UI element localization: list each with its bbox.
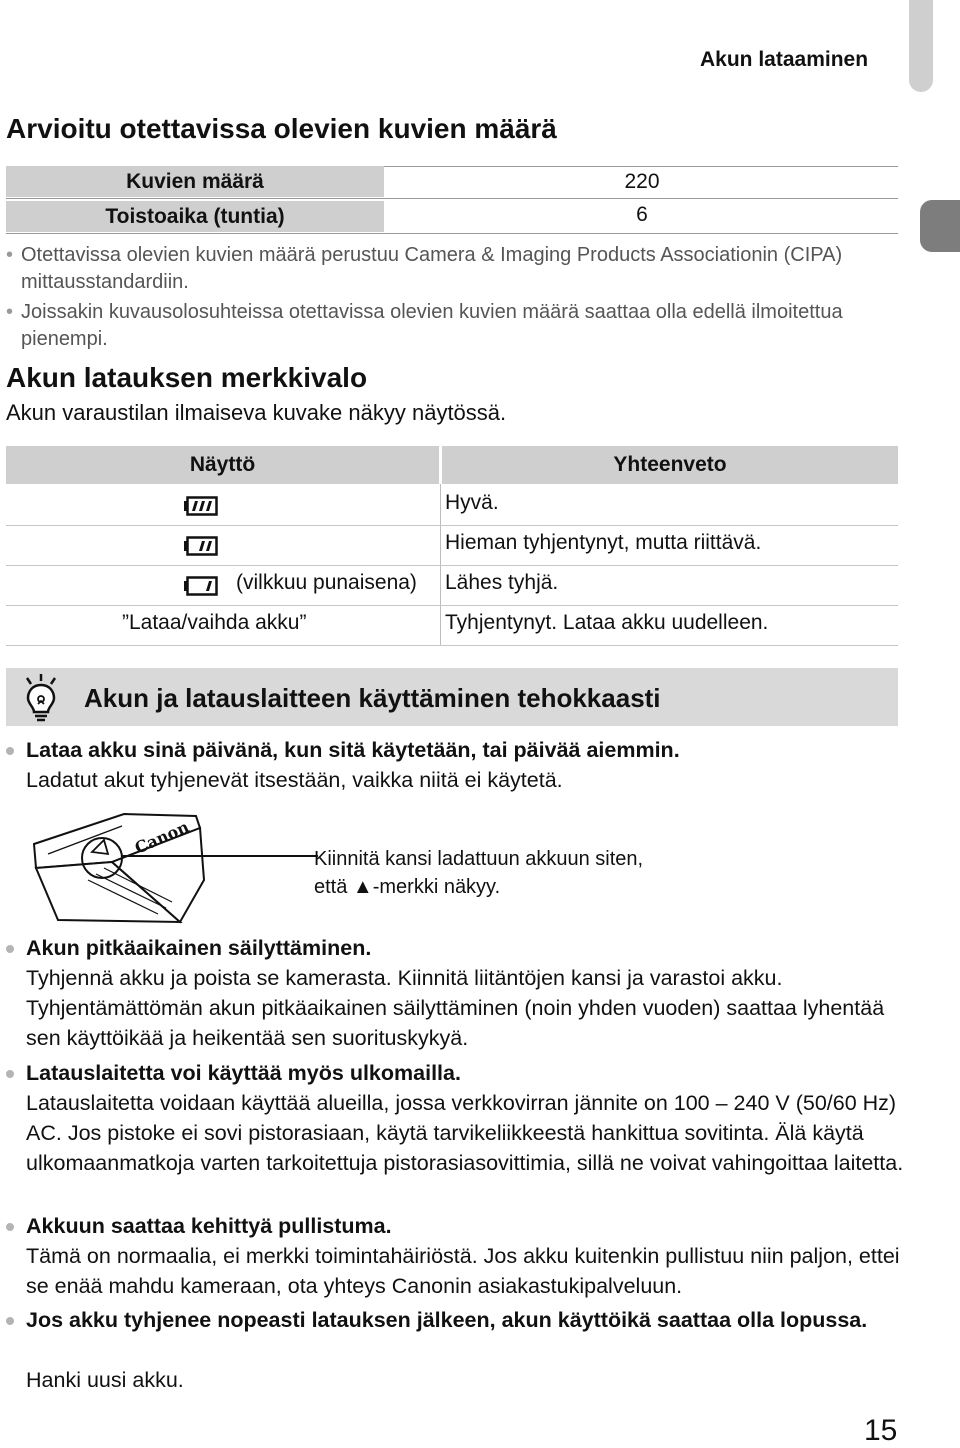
tip-item: Akkuun saattaa kehittyä pullistuma. Tämä on normaalia, ei merkki toimintahäiriöstä. Jos akku kuitenkin pullistuu niin paljon, ettei se enää mahdu kameraan, ota yhteys Canonin asiakastukipalveluun. bbox=[6, 1211, 906, 1301]
tip-item: Latauslaitetta voi käyttää myös ulkomailla. Latauslaitetta voidaan käyttää alueilla, jossa verkkovirran jännite on 100 – 240 V (50/60 Hz) AC. Jos pistoke ei sovi pistorasiaan, käytä tarvikeliikkeestä hankittua sovitinta. Älä käytä ulkomaanmatkoja varten tarkoitettuja pistorasiasovittimia, sillä ne voivat vahingoittaa laitetta. bbox=[6, 1058, 906, 1208]
lightbulb-icon bbox=[20, 672, 62, 722]
tip-item: Akun pitkäaikainen säilyttäminen. Tyhjennä akku ja poista se kamerasta. Kiinnitä liitäntöjen kansi ja varastoi akku. Tyhjentämättömän akun pitkäaikainen säilyttäminen (noin yhden vuoden) saattaa lyhentää sen käyttöikää ja heikentää sen suorituskykyä. bbox=[6, 933, 906, 1053]
bullet-icon bbox=[6, 1070, 14, 1078]
tip-item: Lataa akku sinä päivänä, kun sitä käytetään, tai päivää aiemmin. Ladatut akut tyhjenevät itsestään, vaikka niitä ei käytetä. bbox=[6, 735, 906, 795]
table-cell-display: ”Lataa/vaihda akku” bbox=[122, 611, 307, 634]
illustration-callout: Kiinnitä kansi ladattuun akkuun siten, että ▲-merkki näkyy. bbox=[314, 848, 644, 898]
table-cell-summary: Hieman tyhjentynyt, mutta riittävä. bbox=[445, 531, 762, 554]
table-rule bbox=[6, 565, 898, 566]
table-header-display: Näyttö bbox=[6, 446, 439, 484]
tip-item: Jos akku tyhjenee nopeasti latauksen jälkeen, akun käyttöikä saattaa olla lopussa. Hanki uusi akku. bbox=[6, 1305, 906, 1395]
table-header-summary: Yhteenveto bbox=[442, 446, 898, 484]
page-tab-strip bbox=[909, 0, 933, 92]
section-lead: Akun varaustilan ilmaiseva kuvake näkyy näytössä. bbox=[6, 400, 507, 425]
battery-half-icon bbox=[184, 536, 218, 556]
table-cell-summary: Tyhjentynyt. Lataa akku uudelleen. bbox=[445, 611, 769, 634]
battery-full-icon bbox=[184, 496, 218, 516]
battery-low-icon bbox=[184, 576, 218, 596]
table-cell-display: (vilkkuu punaisena) bbox=[236, 571, 417, 594]
bullet-icon: • bbox=[6, 244, 14, 266]
running-head: Akun lataaminen bbox=[700, 48, 869, 71]
bullet-icon: • bbox=[6, 301, 14, 323]
table-rule bbox=[6, 525, 898, 526]
table-cell-summary: Lähes tyhjä. bbox=[445, 571, 559, 594]
bullet-icon bbox=[6, 1223, 14, 1231]
table-rule bbox=[6, 605, 898, 606]
bullet-icon bbox=[6, 945, 14, 953]
page-number: 15 bbox=[864, 1414, 898, 1447]
table-row-label: Kuvien määrä bbox=[6, 166, 384, 197]
tip-title: Akun ja latauslaitteen käyttäminen tehokkaasti bbox=[84, 683, 661, 713]
table-rule bbox=[6, 645, 898, 646]
table-row-value: 220 bbox=[624, 169, 660, 193]
bullet-icon bbox=[6, 1317, 14, 1325]
section-title: Akun latauksen merkkivalo bbox=[6, 362, 368, 393]
section-title: Arvioitu otettavissa olevien kuvien määrä bbox=[6, 113, 557, 144]
battery-cover-illustration bbox=[28, 810, 318, 930]
bullet-icon bbox=[6, 747, 14, 755]
table-row-value: 6 bbox=[636, 202, 648, 226]
svg-text:Canon: Canon bbox=[131, 817, 192, 858]
chapter-marker bbox=[920, 200, 960, 252]
table-rule bbox=[6, 233, 898, 234]
table-cell-summary: Hyvä. bbox=[445, 491, 499, 514]
table-row-label: Toistoaika (tuntia) bbox=[6, 201, 384, 232]
